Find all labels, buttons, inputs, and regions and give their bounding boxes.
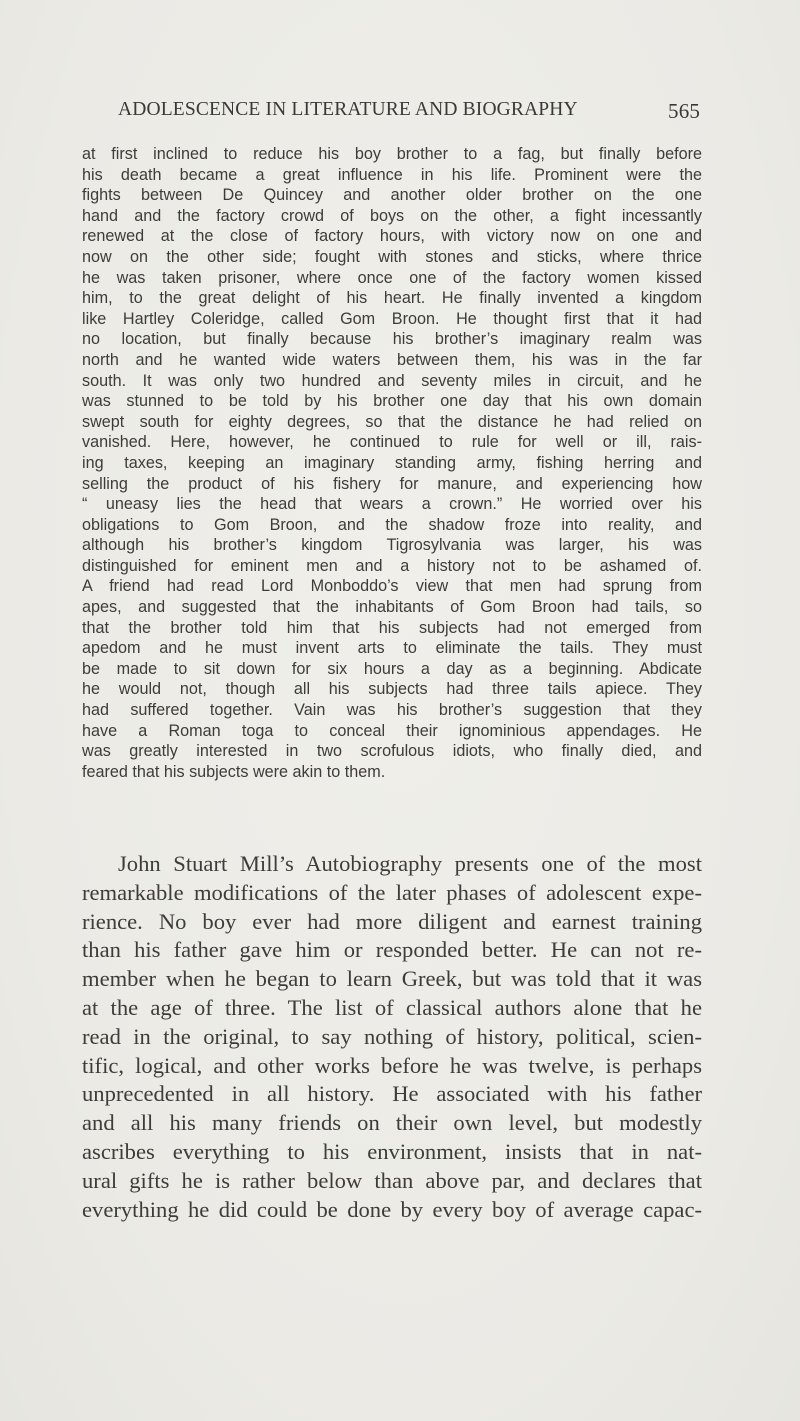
text-line: south. It was only two hundred and seventy miles in circuit, and he [82,371,702,390]
text-line: apedom and he must invent arts to eliminate the tails. They must [82,639,702,658]
text-line: and all his many friends on their own level, but modestly [82,1110,702,1136]
text-line: apes, and suggested that the inhabitants of Gom Broon had tails, so [82,598,702,617]
text-line: although his brother’s kingdom Tigrosylvania was larger, his was [82,536,702,555]
text-line: tific, logical, and other works before he was twelve, is perhaps [82,1052,702,1078]
text-line: hand and the factory crowd of boys on the other, a fight incessantly [82,206,702,225]
text-line: he would not, though all his subjects had three tails apiece. They [82,680,702,699]
text-line: everything he did could be done by every boy of average capac- [82,1196,702,1222]
text-line: that the brother told him that his subjects had not emerged from [82,618,702,637]
paragraph-mill [82,850,702,1224]
text-line: “ uneasy lies the head that wears a crown.” He worried over his [82,495,702,514]
text-line: ing taxes, keeping an imaginary standing army, fishing herring and [82,453,702,472]
text-line: distinguished for eminent men and a history not to be ashamed of. [82,556,702,575]
text-line: his death became a great influence in his life. Prominent were the [82,165,702,184]
text-line: ascribes everything to his environment, insists that in nat- [82,1138,702,1164]
text-line: north and he wanted wide waters between them, his was in the far [82,350,702,369]
running-head-title: ADOLESCENCE IN LITERATURE AND BIOGRAPHY [118,99,578,120]
text-line: was stunned to be told by his brother one day that his own domain [82,392,702,411]
text-line: ural gifts he is rather below than above par, and declares that [82,1167,702,1193]
text-line: renewed at the close of factory hours, with victory now on one and [82,227,702,246]
text-line: remarkable modifications of the later phases of adolescent expe- [82,879,702,905]
text-line: fights between De Quincey and another older brother on the one [82,186,702,205]
page-number: 565 [668,99,700,123]
text-line: like Hartley Coleridge, called Gom Broon. He thought first that it had [82,309,702,328]
text-line: had suffered together. Vain was his brother’s suggestion that they [82,701,702,720]
text-line: at the age of three. The list of classical authors alone that he [82,994,702,1020]
text-line: swept south for eighty degrees, so that the distance he had relied on [82,412,702,431]
text-line: than his father gave him or responded better. He can not re- [82,937,702,963]
paragraph-de-quincey [82,144,702,782]
text-line: member when he began to learn Greek, but was told that it was [82,966,702,992]
text-line: no location, but finally because his brother’s imaginary realm was [82,330,702,349]
text-line: selling the product of his fishery for manure, and experiencing how [82,474,702,493]
text-line: feared that his subjects were akin to them. [82,762,386,781]
text-line: have a Roman toga to conceal their ignominious appendages. He [82,721,702,740]
text-line: unprecedented in all history. He associated with his father [82,1081,702,1107]
text-line: obligations to Gom Broon, and the shadow froze into reality, and [82,515,702,534]
text-line: now on the other side; fought with stones and sticks, where thrice [82,247,702,266]
text-line: rience. No boy ever had more diligent and earnest training [82,908,702,934]
text-line: vanished. Here, however, he continued to rule for well or ill, rais- [82,433,702,452]
text-line: be made to sit down for six hours a day as a beginning. Abdicate [82,659,702,678]
text-line: he was taken prisoner, where once one of the factory women kissed [82,268,702,287]
text-line: A friend had read Lord Monboddo’s view that men had sprung from [82,577,702,596]
text-line: him, to the great delight of his heart. He finally invented a kingdom [82,289,702,308]
text-line: read in the original, to say nothing of history, political, scien- [82,1023,702,1049]
text-line: John Stuart Mill’s Autobiography presents one of the most [118,851,702,876]
running-head [118,99,700,129]
text-line: at first inclined to reduce his boy brother to a fag, but finally before [82,145,702,163]
text-line: was greatly interested in two scrofulous idiots, who finally died, and [82,742,702,761]
